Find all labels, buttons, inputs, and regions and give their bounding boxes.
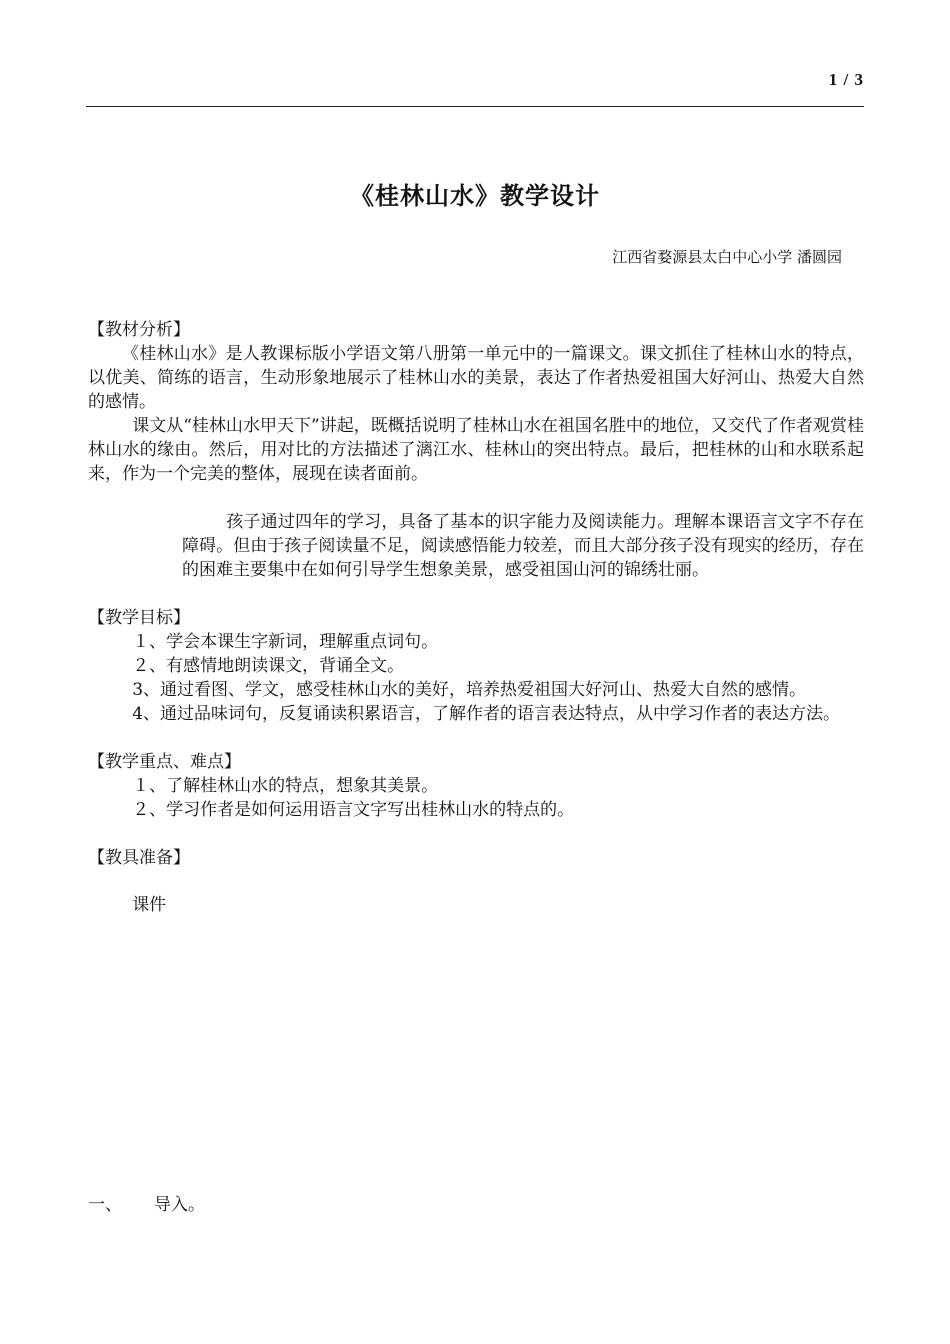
analysis-paragraph: 课文从“桂林山水甲天下”讲起，既概括说明了桂林山水在祖国名胜中的地位，又交代了作者观赏桂林山水的缘由。然后，用对比的方法描述了漓江水、桂林山的突出特点。最后，把桂林的山和水联系起来，作为一个完美的整体，展现在读者面前。 (88, 416, 864, 484)
goal-item: 4、通过品味词句，反复诵读积累语言，了解作者的语言表达特点，从中学习作者的表达方法。 (132, 704, 841, 724)
section-heading-aids: 【教具准备】 (88, 848, 190, 868)
header-rule (86, 106, 864, 107)
student-analysis-paragraph: 孩子通过四年的学习，具备了基本的识字能力及阅读能力。理解本课语言文字不存在障碍。但由于孩子阅读量不足，阅读感悟能力较差，而且大部分孩子没有现实的经历，存在的困难主要集中在如何引导学生想象美景，感受祖国山河的锦绣壮丽。 (182, 512, 864, 580)
section-heading-goals: 【教学目标】 (88, 608, 190, 628)
goal-item: 3、通过看图、学文，感受桂林山水的美好，培养热爱祖国大好河山、热爱大自然的感情。 (132, 680, 807, 700)
section-heading-analysis: 【教材分析】 (88, 320, 190, 340)
author-line: 江西省婺源县太白中心小学 潘圆园 (612, 248, 842, 266)
step-heading (88, 1190, 205, 1215)
analysis-paragraph: 《桂林山水》是人教课标版小学语文第八册第一单元中的一篇课文。课文抓住了桂林山水的特点，以优美、简练的语言，生动形象地展示了桂林山水的美景，表达了作者热爱祖国大好河山、热爱大自然的感情。 (88, 344, 864, 412)
aids-item: 课件 (132, 895, 167, 915)
step-number: 一、 (88, 1195, 122, 1215)
section-heading-key-points: 【教学重点、难点】 (88, 752, 241, 772)
document-title: 《桂林山水》教学设计 (350, 182, 600, 210)
key-point-item: ２、学习作者是如何运用语言文字写出桂林山水的特点的。 (132, 800, 575, 820)
goal-item: １、学会本课生字新词，理解重点词句。 (132, 632, 439, 652)
goal-item: ２、有感情地朗读课文，背诵全文。 (132, 656, 405, 676)
step-label: 导入。 (154, 1195, 205, 1215)
document-body (88, 318, 864, 917)
key-point-item: １、了解桂林山水的特点，想象其美景。 (132, 776, 439, 796)
page-number: 1 / 3 (828, 70, 864, 89)
